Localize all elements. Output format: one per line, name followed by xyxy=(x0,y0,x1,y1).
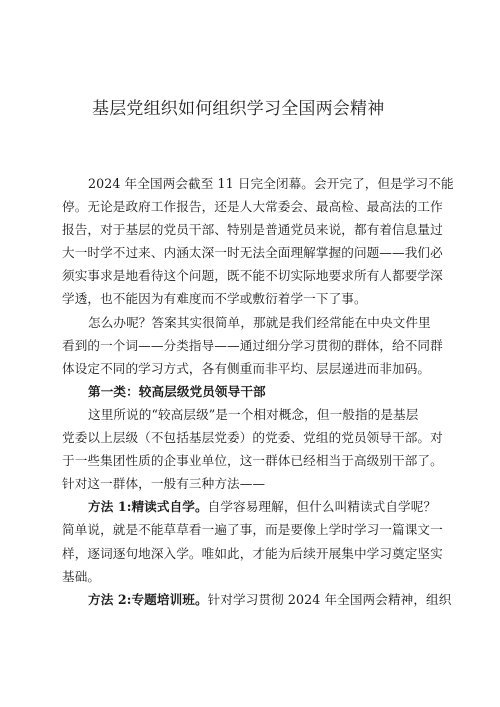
section-heading-text: 第一类：较高层级党员领导干部 xyxy=(88,383,266,399)
line-text: 简单说，就是不能草草看一遍了事，而是要像上学时学习一篇课文一 xyxy=(62,522,443,538)
paragraph-line xyxy=(62,403,452,426)
paragraph-line xyxy=(62,218,452,241)
line-text: 于一些集团性质的企事业单位，这一群体已经相当于高级别干部了。 xyxy=(62,453,443,469)
line-text: 报告，对于基层的党员干部、特别是普通党员来说，都有着信息量过 xyxy=(62,222,443,238)
document-title: 基层党组织如何组织学习全国两会精神 xyxy=(92,99,385,119)
paragraph-line xyxy=(62,311,452,334)
paragraph-line xyxy=(62,542,452,565)
method-label: 方法 2:专题培训班。 xyxy=(88,591,208,607)
paragraph-line xyxy=(62,495,452,518)
line-text: 针对这一群体，一般有三种方法—— xyxy=(62,476,266,492)
line-text: 停。无论是政府工作报告，还是人大常委会、最高检、最高法的工作 xyxy=(62,199,443,215)
paragraph-line xyxy=(62,287,452,310)
paragraph-line xyxy=(62,357,452,380)
paragraph-line xyxy=(62,264,452,287)
line-text: 样，逐词逐句地深入学。唯如此，才能为后续开展集中学习奠定坚实 xyxy=(62,545,443,561)
paragraph-line xyxy=(62,588,452,611)
paragraph-line xyxy=(62,449,452,472)
line-text: 这里所说的“较高层级”是一个相对概念，但一般指的是基层 xyxy=(88,406,419,422)
paragraph-line xyxy=(62,518,452,541)
document-body xyxy=(62,172,452,611)
paragraph-line xyxy=(62,172,452,195)
paragraph-line xyxy=(62,195,452,218)
section-heading xyxy=(62,380,452,403)
line-text: 党委以上层级（不包括基层党委）的党委、党组的党员领导干部。对 xyxy=(62,430,443,446)
line-text: 看到的一个词——分类指导——通过细分学习贯彻的群体，给不同群 xyxy=(62,337,443,353)
paragraph-line xyxy=(62,334,452,357)
paragraph-line xyxy=(62,565,452,588)
line-text: 2024 年全国两会截至 11 日完全闭幕。会开完了，但是学习不能 xyxy=(88,176,454,191)
line-text: 怎么办呢？答案其实很简单，那就是我们经常能在中央文件里 xyxy=(88,314,431,330)
line-text: 针对学习贯彻 2024 年全国两会精神，组织 xyxy=(207,591,452,607)
paragraph-line xyxy=(62,241,452,264)
paragraph-line xyxy=(62,472,452,495)
line-text: 体设定不同的学习方式，各有侧重而非平均、层层递进而非加码。 xyxy=(62,360,431,376)
line-text: 自学容易理解，但什么叫精读式自学呢？ xyxy=(207,499,437,515)
line-text: 学透，也不能因为有难度而不学或敷衍着学一下了事。 xyxy=(62,291,367,307)
line-text: 基础。 xyxy=(62,568,101,584)
line-text: 须实事求是地看待这个问题，既不能不切实际地要求所有人都要学深 xyxy=(62,268,443,284)
line-text: 大一时学不过来、内涵太深一时无法全面理解掌握的问题——我们必 xyxy=(62,245,443,261)
method-label: 方法 1:精读式自学。 xyxy=(88,499,208,515)
paragraph-line xyxy=(62,426,452,449)
